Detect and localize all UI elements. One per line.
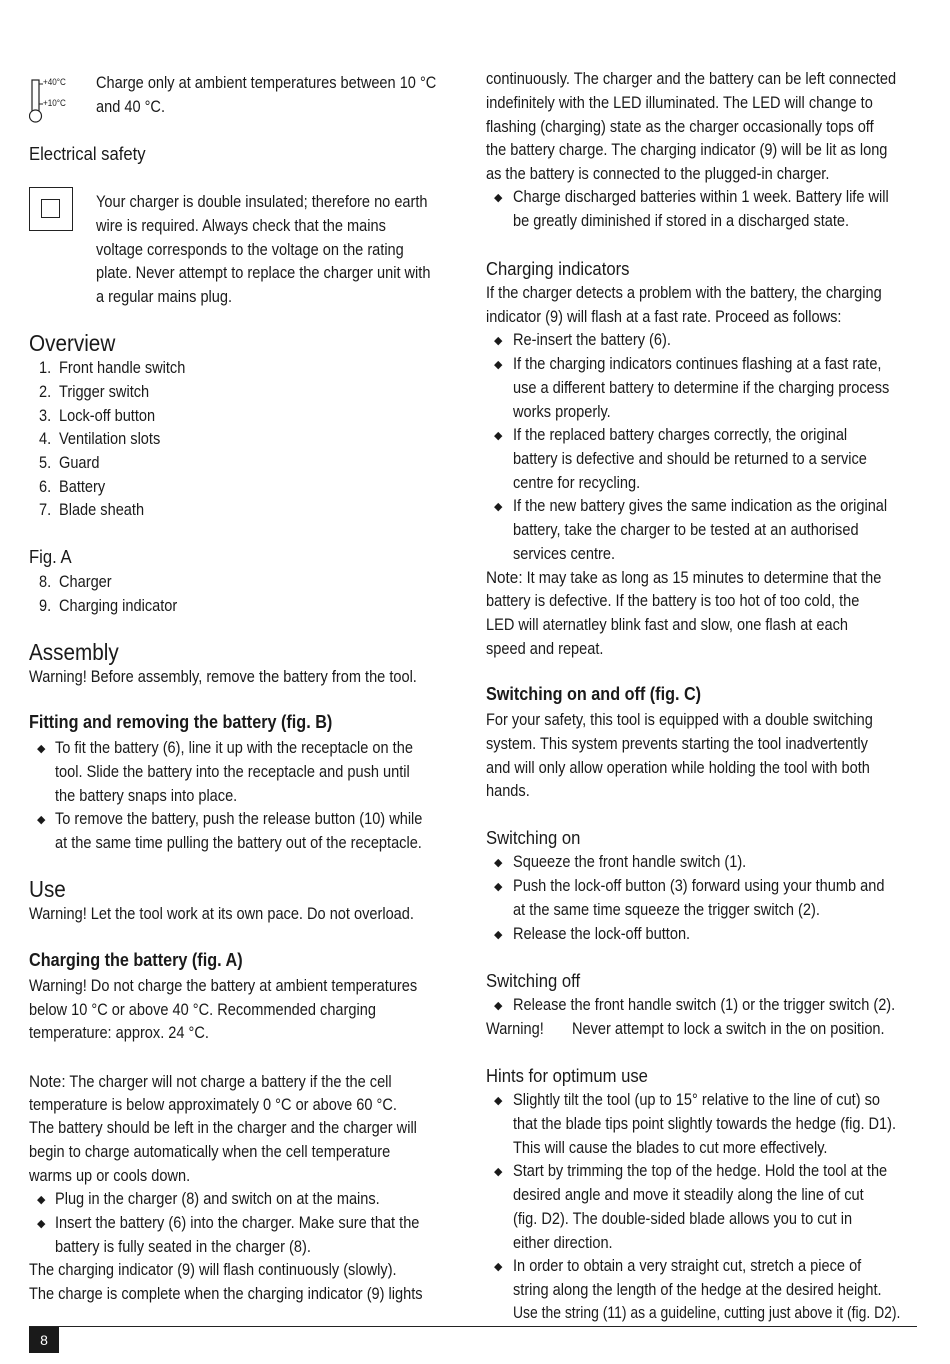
list-item: Trigger switch xyxy=(59,383,150,401)
charging-warning-line: temperature: approx. 24 °C. xyxy=(29,1024,209,1042)
list-item-number: 6. xyxy=(39,478,52,496)
list-item-number: 7. xyxy=(39,501,52,519)
list-item-number: 3. xyxy=(39,407,52,425)
indicators-text-line: If the charger detects a problem with the battery, the charging xyxy=(486,284,882,302)
bullet-text-line: Use the string (11) as a guideline, cutting just above it (fig. D2). xyxy=(513,1304,901,1322)
assembly-warning: Warning! Before assembly, remove the battery from the tool. xyxy=(29,668,417,686)
switching-text-line: system. This system prevents starting the tool inadvertently xyxy=(486,735,868,753)
temp-text-line: and 40 °C. xyxy=(96,98,166,116)
electrical-safety-line: plate. Never attempt to replace the charger unit with xyxy=(96,264,431,282)
bullet-text-line: Charge discharged batteries within 1 week. Battery life will xyxy=(513,188,889,206)
bullet-text-line: Squeeze the front handle switch (1). xyxy=(513,853,747,871)
list-item-number: 1. xyxy=(39,359,52,377)
bullet-text-line: Release the lock-off button. xyxy=(513,925,691,943)
bullet-diamond-icon: ◆ xyxy=(494,1261,503,1273)
list-item: Battery xyxy=(59,478,106,496)
switching-heading: Switching on and off (fig. C) xyxy=(486,684,702,704)
list-item-number: 8. xyxy=(39,573,52,591)
indicators-note-line xyxy=(486,566,881,591)
bullet-text-line: battery is fully seated in the charger (8). xyxy=(55,1238,311,1256)
bullet-text-line: If the charging indicators continues flashing at a fast rate, xyxy=(513,355,882,373)
switching-text-line: For your safety, this tool is equipped with a double switching xyxy=(486,711,873,729)
bullet-text-line: tool. Slide the battery into the receptacle and push until xyxy=(55,763,410,781)
continued-text-line: flashing (charging) state as the charger occasionally tops off xyxy=(486,118,874,136)
fitting-battery-heading: Fitting and removing the battery (fig. B) xyxy=(29,712,333,732)
bullet-text-line: Plug in the charger (8) and switch on at the mains. xyxy=(55,1190,380,1208)
continued-text-line: the battery charge. The charging indicator (9) will be lit as long xyxy=(486,141,888,159)
bullet-text-line: In order to obtain a very straight cut, stretch a piece of xyxy=(513,1257,862,1275)
bullet-text-line: works properly. xyxy=(513,403,611,421)
bullet-text-line: To fit the battery (6), line it up with the receptacle on the xyxy=(55,739,413,757)
charging-warning-line: below 10 °C or above 40 °C. Recommended charging xyxy=(29,1001,376,1019)
bullet-diamond-icon: ◆ xyxy=(494,430,503,442)
note-text: The charger will not charge a battery if the the cell xyxy=(65,1073,392,1091)
bullet-text-line: If the new battery gives the same indication as the original xyxy=(513,497,888,515)
electrical-safety-line: a regular mains plug. xyxy=(96,288,233,306)
list-item-number: 4. xyxy=(39,430,52,448)
list-item: Lock-off button xyxy=(59,407,156,425)
bullet-text-line: string along the length of the hedge at the desired height. xyxy=(513,1281,882,1299)
footer-rule xyxy=(29,1326,917,1327)
indicators-note-line: speed and repeat. xyxy=(486,640,604,658)
bullet-diamond-icon: ◆ xyxy=(37,1194,46,1206)
list-item: Blade sheath xyxy=(59,501,145,519)
electrical-safety-heading: Electrical safety xyxy=(29,143,146,164)
charging-note-line: warms up or cools down. xyxy=(29,1167,191,1185)
charging-tail-line: The charging indicator (9) will flash continuously (slowly). xyxy=(29,1261,397,1279)
bullet-diamond-icon: ◆ xyxy=(494,1095,503,1107)
bullet-text-line: battery is defective and should be returned to a service xyxy=(513,450,867,468)
bullet-text-line: desired angle and move it steadily along the line of cut xyxy=(513,1186,864,1204)
electrical-safety-line: wire is required. Always check that the mains xyxy=(96,217,386,235)
bullet-diamond-icon: ◆ xyxy=(494,881,503,893)
page-number: 8 xyxy=(29,1327,59,1353)
bullet-text-line: Push the lock-off button (3) forward using your thumb and xyxy=(513,877,885,895)
bullet-text-line: To remove the battery, push the release button (10) while xyxy=(55,810,423,828)
note-text: It may take as long as 15 minutes to determine that the xyxy=(522,569,882,587)
bullet-text-line: at the same time pulling the battery out of the receptacle. xyxy=(55,834,422,852)
charging-indicators-heading: Charging indicators xyxy=(486,258,630,279)
bullet-diamond-icon: ◆ xyxy=(494,1166,503,1178)
temp-max-label: +40°C xyxy=(43,77,66,87)
list-item: Guard xyxy=(59,454,100,472)
bullet-text-line: (fig. D2). The double-sided blade allows you to cut in xyxy=(513,1210,853,1228)
list-item: Charging indicator xyxy=(59,597,178,615)
indicators-text-line: indicator (9) will flash at a fast rate. Proceed as follows: xyxy=(486,308,842,326)
indicators-note-line: LED will aternatley blink fast and slow, one flash at each xyxy=(486,616,848,634)
bullet-text-line: that the blade tips point slightly towards the hedge (fig. D1). xyxy=(513,1115,897,1133)
bullet-text-line: use a different battery to determine if the charging process xyxy=(513,379,890,397)
continued-text-line: as the battery is connected to the plugged-in charger. xyxy=(486,165,830,183)
charging-note-line xyxy=(29,1070,392,1095)
charging-warning-line: Warning! Do not charge the battery at ambient temperatures xyxy=(29,977,418,995)
charging-note-line: The battery should be left in the charger and the charger will xyxy=(29,1119,417,1137)
list-item-number: 2. xyxy=(39,383,52,401)
double-insulation-icon xyxy=(29,187,73,231)
temp-min-label: +10°C xyxy=(43,98,66,108)
switching-off-heading: Switching off xyxy=(486,970,581,991)
bullet-text-line: Start by trimming the top of the hedge. Hold the tool at the xyxy=(513,1162,888,1180)
switching-on-heading: Switching on xyxy=(486,827,581,848)
charging-note-line: temperature is below approximately 0 °C or above 60 °C. xyxy=(29,1096,397,1114)
bullet-text-line: battery, take the charger to be tested at an authorised xyxy=(513,521,859,539)
switching-text-line: and will only allow operation while holding the tool with both xyxy=(486,759,870,777)
electrical-safety-line: Your charger is double insulated; therefore no earth xyxy=(96,193,428,211)
bullet-diamond-icon: ◆ xyxy=(37,814,46,826)
assembly-heading: Assembly xyxy=(29,639,119,665)
bullet-text-line: If the replaced battery charges correctly, the original xyxy=(513,426,848,444)
list-item-number: 9. xyxy=(39,597,52,615)
use-warning: Warning! Let the tool work at its own pace. Do not overload. xyxy=(29,905,414,923)
bullet-diamond-icon: ◆ xyxy=(494,1000,503,1012)
temp-text-line: Charge only at ambient temperatures between 10 °C xyxy=(96,74,437,92)
continued-text-line: continuously. The charger and the battery can be left connected xyxy=(486,70,897,88)
charging-note-line: begin to charge automatically when the cell temperature xyxy=(29,1143,391,1161)
fig-a-heading: Fig. A xyxy=(29,546,72,567)
bullet-text-line: at the same time squeeze the trigger switch (2). xyxy=(513,901,820,919)
bullet-diamond-icon: ◆ xyxy=(494,857,503,869)
bullet-text-line: centre for recycling. xyxy=(513,474,641,492)
bullet-text-line: services centre. xyxy=(513,545,616,563)
bullet-text-line: either direction. xyxy=(513,1234,613,1252)
bullet-text-line: the battery snaps into place. xyxy=(55,787,238,805)
bullet-diamond-icon: ◆ xyxy=(494,192,503,204)
charging-tail-line: The charge is complete when the charging indicator (9) lights xyxy=(29,1285,423,1303)
bullet-text-line: This will cause the blades to cut more effectively. xyxy=(513,1139,828,1157)
list-item: Ventilation slots xyxy=(59,430,161,448)
continued-text-line: indefinitely with the LED illuminated. The LED will change to xyxy=(486,94,873,112)
electrical-safety-line: voltage corresponds to the voltage on the rating xyxy=(96,241,404,259)
switching-text-line: hands. xyxy=(486,782,530,800)
bullet-text-line: Slightly tilt the tool (up to 15° relative to the line of cut) so xyxy=(513,1091,881,1109)
bullet-text-line: Release the front handle switch (1) or the trigger switch (2). xyxy=(513,996,896,1014)
charging-battery-heading: Charging the battery (fig. A) xyxy=(29,950,243,970)
use-heading: Use xyxy=(29,876,66,902)
indicators-note-line: battery is defective. If the battery is too hot of too cold, the xyxy=(486,592,860,610)
list-item: Front handle switch xyxy=(59,359,186,377)
bullet-text-line: Re-insert the battery (6). xyxy=(513,331,671,349)
list-item: Charger xyxy=(59,573,112,591)
hints-heading: Hints for optimum use xyxy=(486,1065,648,1086)
note-label: Note: xyxy=(29,1072,66,1091)
bullet-diamond-icon: ◆ xyxy=(494,335,503,347)
bullet-diamond-icon: ◆ xyxy=(494,501,503,513)
switch-off-warning-label: Warning! xyxy=(486,1020,544,1038)
bullet-text-line: be greatly diminished if stored in a discharged state. xyxy=(513,212,850,230)
bullet-diamond-icon: ◆ xyxy=(494,929,503,941)
note-label: Note: xyxy=(486,568,523,587)
bullet-diamond-icon: ◆ xyxy=(37,743,46,755)
bullet-diamond-icon: ◆ xyxy=(37,1218,46,1230)
overview-heading: Overview xyxy=(29,330,116,356)
switch-off-warning: Never attempt to lock a switch in the on position. xyxy=(572,1020,885,1038)
list-item-number: 5. xyxy=(39,454,52,472)
bullet-text-line: Insert the battery (6) into the charger. Make sure that the xyxy=(55,1214,420,1232)
bullet-diamond-icon: ◆ xyxy=(494,359,503,371)
